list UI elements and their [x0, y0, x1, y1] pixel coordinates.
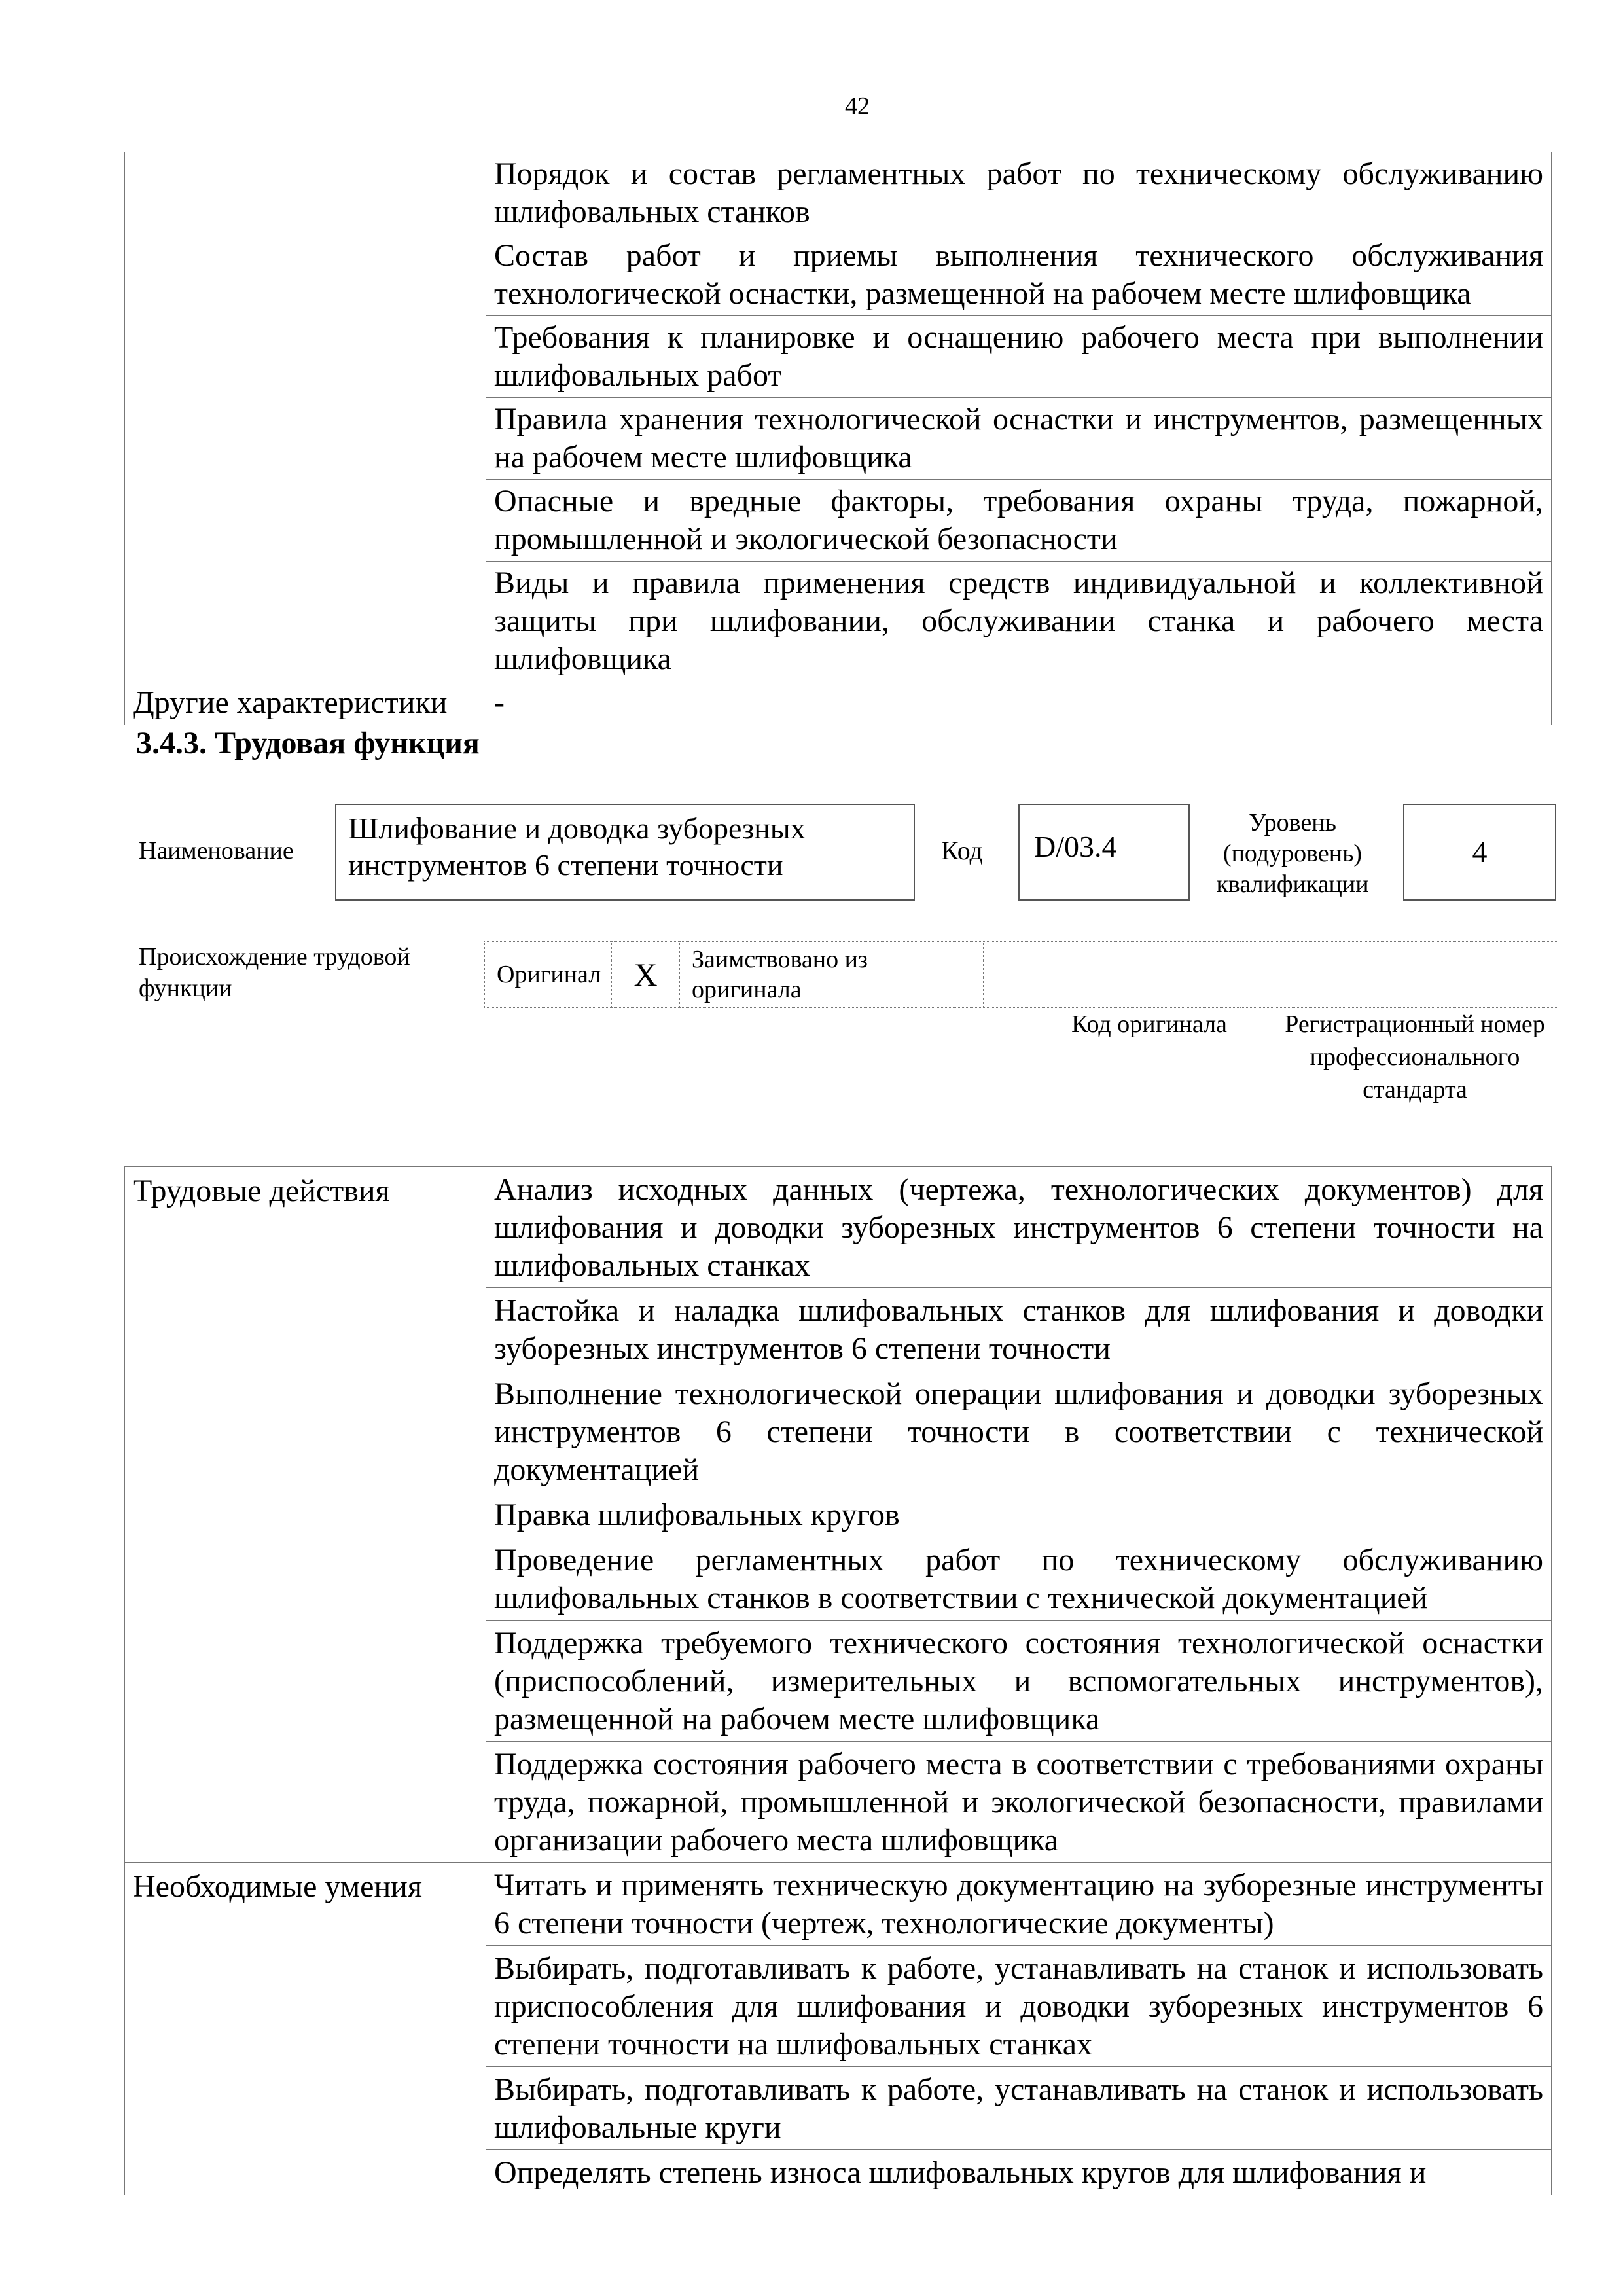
table-cell: Порядок и состав регламентных работ по техническому обслуживанию шлифовальных станков — [486, 152, 1552, 234]
table-row — [125, 1863, 1552, 1946]
original-code-label: Код оригинала — [1071, 1011, 1227, 1038]
labor-actions-label: Трудовые действия — [125, 1167, 486, 1863]
page-number: 42 — [845, 92, 870, 120]
registration-number-label: Регистрационный номер профессионального стандарта — [1285, 1011, 1545, 1103]
table-cell: Правка шлифовальных кругов — [486, 1492, 1552, 1537]
origin-table — [484, 941, 1558, 1008]
name-label: Наименование — [139, 837, 294, 865]
table-row — [125, 1167, 1552, 1288]
table-cell: Выбирать, подготавливать к работе, устанавливать на станок и использовать шлифовальные круги — [486, 2067, 1552, 2150]
qualification-level-box: 4 — [1403, 804, 1556, 901]
original-code-cell — [984, 942, 1240, 1008]
knowledge-table — [124, 152, 1552, 725]
table-row — [125, 152, 1552, 234]
table-cell: Опасные и вредные факторы, требования охраны труда, пожарной, промышленной и экологической безопасности — [486, 480, 1552, 562]
code-label: Код — [941, 836, 983, 865]
original-mark: X — [612, 942, 680, 1008]
table-cell: Поддержка требуемого технического состояния технологической оснастки (приспособлений, измерительных и вспомогательных инструментов), размещенной на рабочем месте шлифовщика — [486, 1621, 1552, 1742]
function-name-box: Шлифование и доводка зуборезных инструментов 6 степени точности — [335, 804, 915, 901]
section-heading: 3.4.3. Трудовая функция — [136, 726, 480, 761]
table-cell: Правила хранения технологической оснастки и инструментов, размещенных на рабочем месте шлифовщика — [486, 398, 1552, 480]
other-characteristics-value: - — [486, 681, 1552, 725]
table-cell: Выбирать, подготавливать к работе, устанавливать на станок и использовать приспособления для шлифования и доводки зуборезных инструментов 6 степени точности на шлифовальных станках — [486, 1946, 1552, 2067]
level-label: Уровень (подуровень) квалификации — [1216, 809, 1369, 898]
other-characteristics-label: Другие характеристики — [125, 681, 486, 725]
origin-label: Происхождение трудовой функции — [139, 943, 410, 1002]
table-cell: Требования к планировке и оснащению рабочего места при выполнении шлифовальных работ — [486, 316, 1552, 398]
labor-function-table — [124, 1166, 1552, 2195]
function-code-box: D/03.4 — [1018, 804, 1190, 901]
required-skills-label: Необходимые умения — [125, 1863, 486, 2195]
table-cell: Выполнение технологической операции шлифования и доводки зуборезных инструментов 6 степени точности в соответствии с технической документацией — [486, 1371, 1552, 1492]
table-row — [125, 681, 1552, 725]
table-cell: Анализ исходных данных (чертежа, технологических документов) для шлифования и доводки зуборезных инструментов 6 степени точности на шлифовальных станках — [486, 1167, 1552, 1288]
table-cell: Проведение регламентных работ по техническому обслуживанию шлифовальных станков в соответствии с технической документацией — [486, 1537, 1552, 1621]
table-cell: Настойка и наладка шлифовальных станков для шлифования и доводки зуборезных инструментов 6 степени точности — [486, 1288, 1552, 1371]
table-row — [485, 942, 1558, 1008]
table-cell: Определять степень износа шлифовальных кругов для шлифования и — [486, 2150, 1552, 2195]
empty-label-cell — [125, 152, 486, 681]
table-cell: Читать и применять техническую документацию на зуборезные инструменты 6 степени точности (чертеж, технологические документы) — [486, 1863, 1552, 1946]
registration-number-cell — [1240, 942, 1558, 1008]
table-cell: Поддержка состояния рабочего места в соответствии с требованиями охраны труда, пожарной, промышленной и экологической безопасности, правилами организации рабочего места шлифовщика — [486, 1742, 1552, 1863]
table-cell: Состав работ и приемы выполнения технического обслуживания технологической оснастки, размещенной на рабочем месте шлифовщика — [486, 234, 1552, 316]
table-cell: Виды и правила применения средств индивидуальной и коллективной защиты при шлифовании, обслуживании станка и рабочего места шлифовщика — [486, 562, 1552, 681]
borrowed-label: Заимствовано из оригинала — [680, 942, 984, 1008]
original-label: Оригинал — [485, 942, 612, 1008]
